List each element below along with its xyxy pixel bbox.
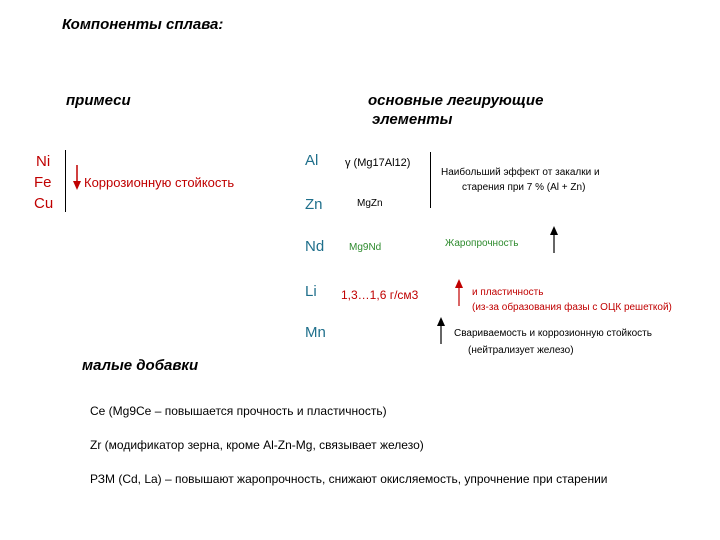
arrow-down-icon [72, 165, 82, 191]
mn-effect-line2: (нейтрализует железо) [468, 345, 574, 356]
element-nd: Nd [305, 238, 325, 255]
element-zn: Zn [305, 196, 323, 213]
impurity-fe: Fe [34, 174, 52, 191]
impurity-ni: Ni [36, 153, 51, 170]
li-effect-line2: (из-за образования фазы с ОЦК решеткой) [472, 302, 672, 313]
arrow-up-icon [549, 226, 559, 254]
phase-nd: Mg9Nd [349, 242, 382, 253]
impurities-effect: Коррозионную стойкость [84, 175, 235, 190]
impurities-divider [65, 150, 66, 212]
impurity-cu: Cu [34, 195, 54, 212]
minor-addition-zr: Zr (модификатор зерна, кроме Al-Zn-Mg, связывает железо) [90, 438, 424, 452]
al-zn-divider [430, 152, 431, 208]
element-al: Al [305, 152, 319, 169]
element-mn: Mn [305, 324, 326, 341]
page-title: Компоненты сплава: [62, 16, 224, 33]
alloying-heading-line2: элементы [372, 111, 453, 128]
element-li: Li [305, 283, 317, 300]
nd-effect: Жаропрочность [445, 238, 519, 249]
arrow-up-icon [436, 317, 446, 345]
alloying-heading-line1: основные легирующие [368, 92, 544, 109]
minor-addition-rzm: РЗМ (Cd, La) – повышают жаропрочность, снижают окисляемость, упрочнение при старении [90, 472, 608, 486]
mn-effect-line1: Свариваемость и коррозионную стойкость [454, 328, 652, 339]
al-zn-effect-line2: старения при 7 % (Al + Zn) [462, 182, 586, 193]
phase-al: γ (Mg17Al12) [345, 157, 411, 169]
li-effect-line1: и пластичность [472, 287, 544, 298]
minor-addition-ce: Ce (Mg9Ce – повышается прочность и пластичность) [90, 404, 387, 418]
li-density: 1,3…1,6 г/см3 [341, 288, 419, 302]
impurities-heading: примеси [66, 92, 131, 109]
phase-zn: MgZn [357, 198, 383, 209]
arrow-up-icon [454, 279, 464, 307]
al-zn-effect-line1: Наибольший эффект от закалки и [441, 167, 600, 178]
minor-additions-heading: малые добавки [82, 357, 199, 374]
